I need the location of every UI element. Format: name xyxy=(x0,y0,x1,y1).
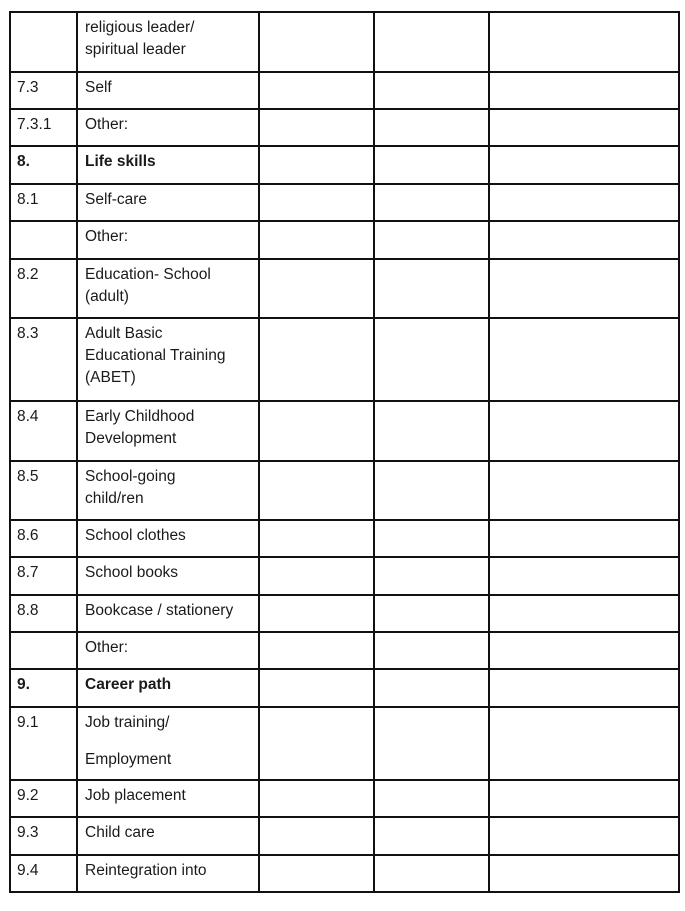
row-label: Reintegration into xyxy=(77,855,259,892)
row-label: Job training/ xyxy=(85,714,170,731)
section-number: 9. xyxy=(10,669,77,707)
table-row xyxy=(10,520,679,557)
row-number xyxy=(10,632,77,669)
input-cell[interactable] xyxy=(259,595,374,632)
row-number: 9.2 xyxy=(10,780,77,817)
table-row xyxy=(10,259,679,318)
input-cell[interactable] xyxy=(374,669,489,707)
input-cell[interactable] xyxy=(259,259,374,318)
input-cell[interactable] xyxy=(374,72,489,109)
row-label: Other: xyxy=(77,632,259,669)
input-cell[interactable] xyxy=(489,780,679,817)
table-row xyxy=(10,707,679,780)
input-cell[interactable] xyxy=(259,855,374,892)
row-number: 7.3 xyxy=(10,72,77,109)
input-cell[interactable] xyxy=(489,632,679,669)
table-row xyxy=(10,12,679,72)
input-cell[interactable] xyxy=(259,632,374,669)
table-row xyxy=(10,401,679,461)
input-cell[interactable] xyxy=(489,318,679,401)
row-number: 9.3 xyxy=(10,817,77,855)
section-row xyxy=(10,146,679,184)
input-cell[interactable] xyxy=(259,669,374,707)
input-cell[interactable] xyxy=(489,461,679,520)
input-cell[interactable] xyxy=(489,72,679,109)
row-number: 8.2 xyxy=(10,259,77,318)
input-cell[interactable] xyxy=(374,595,489,632)
input-cell[interactable] xyxy=(489,109,679,146)
input-cell[interactable] xyxy=(259,461,374,520)
table-row xyxy=(10,780,679,817)
row-label-continued: Employment xyxy=(85,751,172,768)
row-number xyxy=(10,12,77,72)
table-row xyxy=(10,595,679,632)
row-number: 8.8 xyxy=(10,595,77,632)
input-cell[interactable] xyxy=(259,318,374,401)
input-cell[interactable] xyxy=(489,817,679,855)
section-title: Career path xyxy=(77,669,259,707)
input-cell[interactable] xyxy=(374,12,489,72)
input-cell[interactable] xyxy=(489,259,679,318)
input-cell[interactable] xyxy=(489,855,679,892)
row-label: Job placement xyxy=(77,780,259,817)
input-cell[interactable] xyxy=(489,184,679,221)
input-cell[interactable] xyxy=(374,259,489,318)
input-cell[interactable] xyxy=(489,12,679,72)
input-cell[interactable] xyxy=(489,669,679,707)
row-label: Education- School (adult) xyxy=(77,259,259,318)
row-number: 8.1 xyxy=(10,184,77,221)
row-number: 9.4 xyxy=(10,855,77,892)
row-label: Early Childhood Development xyxy=(77,401,259,461)
row-label: School books xyxy=(77,557,259,595)
table-row xyxy=(10,461,679,520)
section-number: 8. xyxy=(10,146,77,184)
input-cell[interactable] xyxy=(259,557,374,595)
row-label: Self-care xyxy=(77,184,259,221)
row-number: 9.1 xyxy=(10,707,77,780)
line-gap xyxy=(85,734,252,749)
row-number xyxy=(10,221,77,259)
table-row xyxy=(10,221,679,259)
row-label: School-going child/ren xyxy=(77,461,259,520)
input-cell[interactable] xyxy=(374,401,489,461)
input-cell[interactable] xyxy=(374,184,489,221)
input-cell[interactable] xyxy=(374,221,489,259)
input-cell[interactable] xyxy=(374,817,489,855)
input-cell[interactable] xyxy=(259,184,374,221)
row-label: religious leader/ spiritual leader xyxy=(77,12,259,72)
section-title: Life skills xyxy=(77,146,259,184)
row-number: 8.6 xyxy=(10,520,77,557)
section-row xyxy=(10,669,679,707)
input-cell[interactable] xyxy=(489,401,679,461)
table-row xyxy=(10,184,679,221)
row-label: Self xyxy=(77,72,259,109)
assessment-table xyxy=(9,11,680,893)
row-label: Child care xyxy=(77,817,259,855)
input-cell[interactable] xyxy=(374,461,489,520)
input-cell[interactable] xyxy=(259,707,374,780)
table-row xyxy=(10,557,679,595)
table-row xyxy=(10,855,679,892)
table-row xyxy=(10,817,679,855)
input-cell[interactable] xyxy=(259,221,374,259)
row-label: Adult Basic Educational Training (ABET) xyxy=(77,318,259,401)
input-cell[interactable] xyxy=(489,557,679,595)
input-cell[interactable] xyxy=(259,780,374,817)
row-number: 8.5 xyxy=(10,461,77,520)
input-cell[interactable] xyxy=(489,146,679,184)
input-cell[interactable] xyxy=(374,557,489,595)
table-row xyxy=(10,318,679,401)
table-row xyxy=(10,632,679,669)
input-cell[interactable] xyxy=(374,318,489,401)
input-cell[interactable] xyxy=(489,707,679,780)
input-cell[interactable] xyxy=(374,520,489,557)
input-cell[interactable] xyxy=(489,221,679,259)
input-cell[interactable] xyxy=(259,817,374,855)
row-number: 8.3 xyxy=(10,318,77,401)
row-label: Other: xyxy=(77,109,259,146)
row-label-group xyxy=(77,707,259,780)
row-label: Bookcase / stationery xyxy=(77,595,259,632)
row-label: Other: xyxy=(77,221,259,259)
input-cell[interactable] xyxy=(259,12,374,72)
row-number: 8.7 xyxy=(10,557,77,595)
input-cell[interactable] xyxy=(374,632,489,669)
input-cell[interactable] xyxy=(259,520,374,557)
input-cell[interactable] xyxy=(259,146,374,184)
row-number: 7.3.1 xyxy=(10,109,77,146)
input-cell[interactable] xyxy=(374,707,489,780)
input-cell[interactable] xyxy=(259,401,374,461)
row-label: School clothes xyxy=(77,520,259,557)
input-cell[interactable] xyxy=(489,595,679,632)
input-cell[interactable] xyxy=(259,109,374,146)
input-cell[interactable] xyxy=(259,72,374,109)
input-cell[interactable] xyxy=(374,109,489,146)
table-row xyxy=(10,109,679,146)
row-number: 8.4 xyxy=(10,401,77,461)
table-row xyxy=(10,72,679,109)
input-cell[interactable] xyxy=(374,855,489,892)
input-cell[interactable] xyxy=(489,520,679,557)
input-cell[interactable] xyxy=(374,146,489,184)
input-cell[interactable] xyxy=(374,780,489,817)
